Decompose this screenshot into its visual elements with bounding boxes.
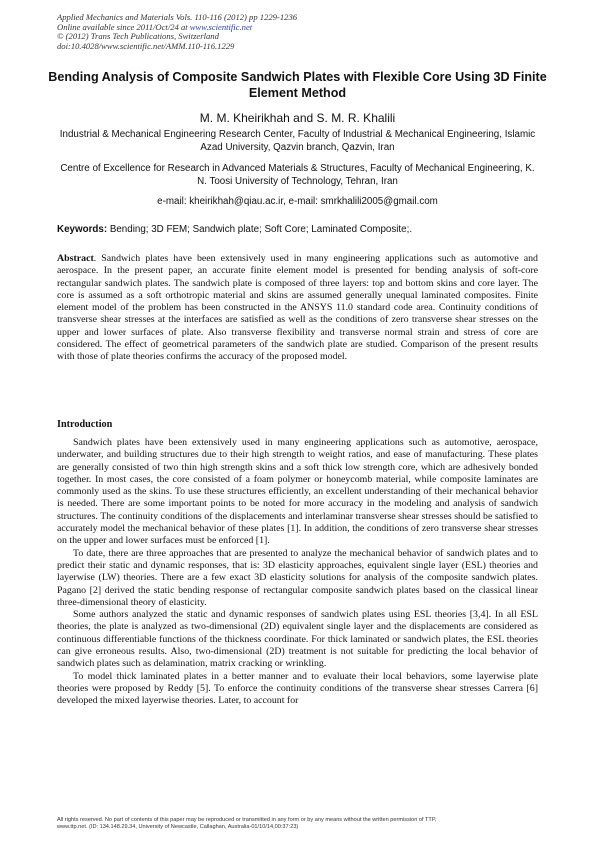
- keywords-text: Bending; 3D FEM; Sandwich plate; Soft Core; Laminated Composite;.: [107, 224, 413, 235]
- paper-authors: M. M. Kheirikhah and S. M. R. Khalili: [199, 111, 396, 125]
- paper-title: Bending Analysis of Composite Sandwich Plates with Flexible Core Using 3D Finite Element Method: [48, 70, 547, 100]
- abstract-text: . Sandwich plates have been extensively used in many engineering applications such as automotive and aerospace. In the present paper, an accurate finite element model is presented for bending analysis of soft-core rectangular sandwich plates. The sandwich plate is composed of three layers: top and bottom skins and core layer. The core is assumed as a soft orthotropic material and skins are assumed generally unequal laminated composites. Finite element model of the problem has been constructed in the ANSYS 11.0 standard code area. Continuity conditions of transverse shear stresses at the interfaces are satisfied as well as the conditions of zero transverse shear stresses on the upper and lower surfaces of plate. Also transverse flexibility and transverse normal strain and stress of core are considered. The effect of geometrical parameters of the sandwich plate are studied. Comparison of the present results with those of plate theories confirms the accuracy of the proposed model.: [57, 253, 538, 363]
- scientific-net-link[interactable]: www.scientific.net: [189, 21, 253, 32]
- intro-paragraph: Some authors analyzed the static and dynamic responses of sandwich plates using ESL theories [3,4]. In all ESL theories, the plate is analyzed as two-dimensional (2D) equivalent single layer and the displacements are considered as continuous differentiable functions of the thickness coordinate. For thick laminated or sandwich plates, the ESL theories can give erroneous results. Also, two-dimensional (2D) treatment is not suitable for predicting the local behavior of sandwich plates such as delamination, matrix cracking or wrinkling.: [57, 609, 538, 670]
- introduction-body: [57, 437, 538, 708]
- footer-access-info: www.ttp.net. (ID: 134.148.29.34, University of Newcastle, Callaghan, Australia-01/10/14,00:37:23): [57, 824, 299, 830]
- keywords: [57, 224, 538, 236]
- introduction-heading: Introduction: [57, 419, 113, 430]
- affiliation-2: Centre of Excellence for Research in Advanced Materials & Structures, Faculty of Mechanical Engineering, K. N. Toosi University of Technology, Tehran, Iran: [60, 163, 535, 187]
- abstract-label: Abstract: [57, 253, 94, 264]
- affiliation-1: Industrial & Mechanical Engineering Research Center, Faculty of Industrial & Mechanical Engineering, Islamic Azad University, Qazvin branch, Qazvin, Iran: [59, 129, 536, 153]
- footer-rights: All rights reserved. No part of contents of this paper may be reproduced or transmitted in any form or by any means without the written permission of TTP,: [57, 817, 437, 823]
- intro-paragraph: To date, there are three approaches that are presented to analyze the mechanical behavior of sandwich plates and to predict their static and dynamic responses, that is: 3D elasticity approaches, equivalent single layer (ESL) theories and layerwise (LW) theories. There are a few exact 3D elasticity solutions for analysis of the composite sandwich plates. Pagano [2] derived the static bending response of rectangular composite sandwich plates based on the classical linear three-dimensional theory of elasticity.: [57, 547, 538, 608]
- intro-paragraph: To model thick laminated plates in a better manner and to evaluate their local behaviors, some layerwise plate theories were proposed by Reddy [5]. To enforce the continuity conditions of the transverse shear stresses Carrera [6] developed the mixed layerwise theories. Later, to account for: [57, 670, 538, 707]
- keywords-label: Keywords:: [57, 224, 108, 235]
- abstract: [57, 253, 538, 364]
- online-availability-text: Online available since 2011/Oct/24 at: [57, 21, 190, 32]
- author-emails: e-mail: kheirikhah@qiau.ac.ir, e-mail: smrkhalili2005@gmail.com: [157, 196, 438, 207]
- copyright-line: © (2012) Trans Tech Publications, Switzerland: [57, 31, 219, 42]
- intro-paragraph: Sandwich plates have been extensively used in many engineering applications such as automotive, aerospace, underwater, and building structures due to their high strength to weight ratios, and ease of manufacturing. These plates are generally consisted of two thin high strength skins and a soft thick low strength core, which are adhesively bonded together. In most cases, the core consisted of a foam polymer or honeycomb material, while composite laminates are commonly used as the skins. To use these structures efficiently, an excellent understanding of their mechanical behavior is needed. There are some important points to be noted for more accuracy in the modeling and analysis of sandwich structures. The continuity conditions of the displacements and interlaminar transverse shear stresses should be satisfied to accurately model the mechanical behavior of these plates [1]. In addition, the conditions of zero transverse shear stresses on the upper and lower surfaces must be enforced [1].: [57, 437, 538, 547]
- doi-line: doi:10.4028/www.scientific.net/AMM.110-116.1229: [57, 40, 235, 51]
- journal-header: [57, 13, 477, 51]
- copyright-footer: [57, 817, 538, 831]
- journal-citation: Applied Mechanics and Materials Vols. 110-116 (2012) pp 1229-1236: [57, 12, 298, 22]
